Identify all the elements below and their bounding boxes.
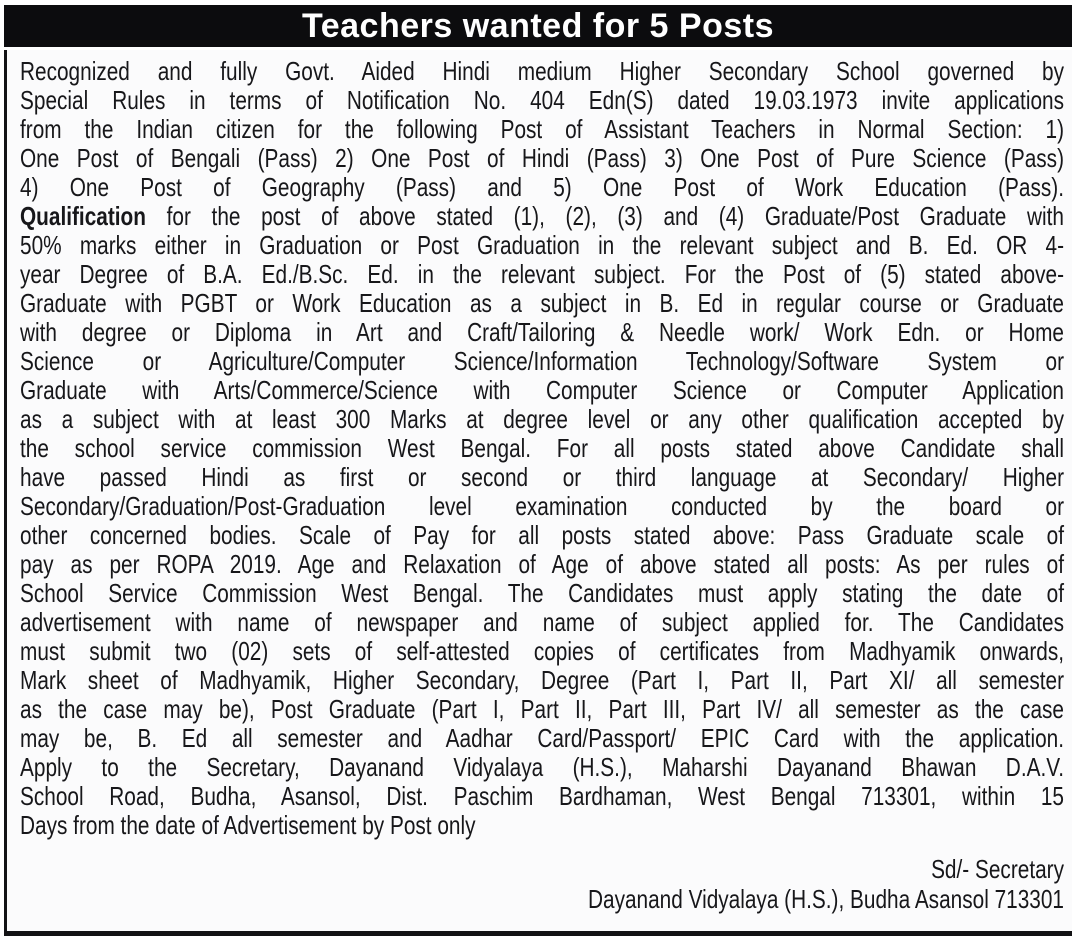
ad-text-line: year Degree of B.A. Ed./B.Sc. Ed. in the relevant subject. For the Post of (5) stated above- xyxy=(20,259,1064,289)
signature-school-address: Dayanand Vidyalaya (H.S.), Budha Asansol 713301 xyxy=(587,884,1064,914)
ad-text-line: 50% marks either in Graduation or Post Graduation in the relevant subject and B. Ed. OR 4- xyxy=(20,230,1064,260)
ad-text-line: Graduate with PGBT or Work Education as a subject in B. Ed in regular course or Graduate xyxy=(20,288,1064,318)
ad-title-bar xyxy=(4,5,1072,47)
ad-text-line: One Post of Bengali (Pass) 2) One Post of Hindi (Pass) 3) One Post of Pure Science (Pass) xyxy=(20,143,1064,173)
ad-text-line: Apply to the Secretary, Dayanand Vidyalaya (H.S.), Maharshi Dayanand Bhawan D.A.V. xyxy=(20,752,1064,782)
ad-text-line: Secondary/Graduation/Post-Graduation level examination conducted by the board or xyxy=(20,491,1064,521)
signature-secretary: Sd/- Secretary xyxy=(931,854,1064,884)
ad-text-line: have passed Hindi as first or second or third language at Secondary/ Higher xyxy=(20,462,1064,492)
ad-text-line: as the case may be), Post Graduate (Part I, Part II, Part III, Part IV/ all semester as the case xyxy=(20,694,1064,724)
ad-text-line: Days from the date of Advertisement by Post only xyxy=(20,810,476,840)
ad-text-line: other concerned bodies. Scale of Pay for all posts stated above: Pass Graduate scale of xyxy=(20,520,1064,550)
ad-text-line: must submit two (02) sets of self-attested copies of certificates from Madhyamik onwards, xyxy=(20,636,1064,666)
ad-text-line: may be, B. Ed all semester and Aadhar Card/Passport/ EPIC Card with the application. xyxy=(20,723,1064,753)
ad-text-line: School Road, Budha, Asansol, Dist. Paschim Bardhaman, West Bengal 713301, within 15 xyxy=(20,781,1064,811)
ad-text-line: 4) One Post of Geography (Pass) and 5) One Post of Work Education (Pass). xyxy=(20,172,1064,202)
ad-text-line: pay as per ROPA 2019. Age and Relaxation of Age of above stated all posts: As per rules of xyxy=(20,549,1064,579)
ad-text-line: as a subject with at least 300 Marks at degree level or any other qualification accepted by xyxy=(20,404,1064,434)
ad-text-line: Recognized and fully Govt. Aided Hindi medium Higher Secondary School governed by xyxy=(20,56,1064,86)
ad-text-line: from the Indian citizen for the following Post of Assistant Teachers in Normal Section: 1) xyxy=(20,114,1064,144)
qualification-bold-label: Qualification xyxy=(20,201,146,231)
ad-title: Teachers wanted for 5 Posts xyxy=(301,6,775,45)
ad-text-line: advertisement with name of newspaper and name of subject applied for. The Candidates xyxy=(20,607,1064,637)
ad-text-line: Mark sheet of Madhyamik, Higher Secondary, Degree (Part I, Part II, Part XI/ all semester xyxy=(20,665,1064,695)
ad-paragraph xyxy=(20,57,1064,840)
ad-text-line: with degree or Diploma in Art and Craft/Tailoring & Needle work/ Work Edn. or Home xyxy=(20,317,1064,347)
ad-text-line: the school service commission West Bengal. For all posts stated above Candidate shall xyxy=(20,433,1064,463)
ad-text-line: Graduate with Arts/Commerce/Science with Computer Science or Computer Application xyxy=(20,375,1064,405)
ad-text-line: Qualification for the post of above stated (1), (2), (3) and (4) Graduate/Post Graduate with xyxy=(20,201,1065,231)
ad-body xyxy=(4,50,1072,936)
ad-text-line: Special Rules in terms of Notification No. 404 Edn(S) dated 19.03.1973 invite applications xyxy=(20,85,1064,115)
ad-text-line: Science or Agriculture/Computer Science/Information Technology/Software System or xyxy=(20,346,1064,376)
ad-text-line: School Service Commission West Bengal. The Candidates must apply stating the date of xyxy=(20,578,1064,608)
